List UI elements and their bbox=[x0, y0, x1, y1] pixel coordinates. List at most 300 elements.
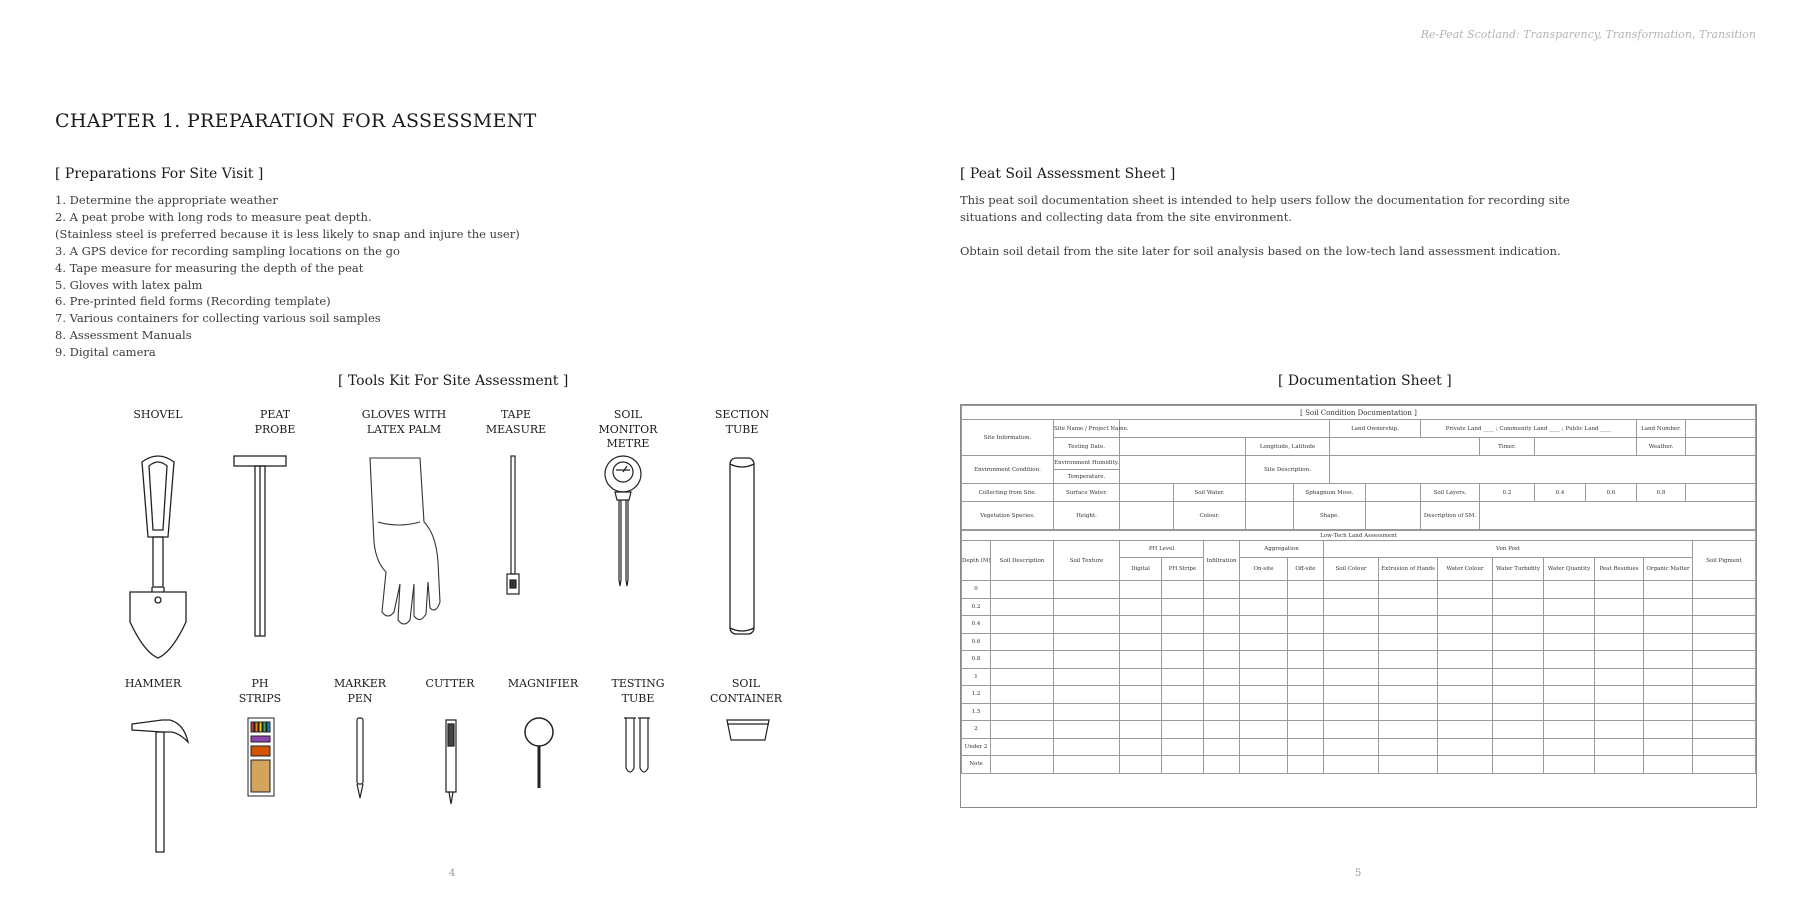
table-cell bbox=[1204, 633, 1240, 651]
testing-date-label: Testing Date. bbox=[1054, 438, 1120, 456]
land-number-cell bbox=[1686, 420, 1756, 438]
surface-water-cell bbox=[1120, 484, 1174, 502]
layer-value: 0.2 bbox=[1480, 484, 1535, 502]
tool-label-gloves: GLOVES WITH LATEX PALM bbox=[361, 408, 447, 436]
table-cell bbox=[991, 756, 1054, 774]
table-cell bbox=[1120, 668, 1162, 686]
layer-value: 0.8 bbox=[1637, 484, 1686, 502]
table-cell bbox=[1240, 616, 1288, 634]
depth-value: 0.8 bbox=[962, 651, 991, 669]
depth-value: 2 bbox=[962, 721, 991, 739]
table-cell bbox=[1240, 721, 1288, 739]
list-item: 3. A GPS device for recording sampling locations on the go bbox=[55, 243, 400, 258]
table-cell bbox=[1438, 633, 1493, 651]
table-cell bbox=[1240, 668, 1288, 686]
table-cell bbox=[1054, 616, 1120, 634]
depth-value: 0.2 bbox=[962, 598, 991, 616]
table-cell bbox=[1162, 616, 1204, 634]
running-header: Re-Peat Scotland: Transparency, Transformation, Transition bbox=[1420, 28, 1756, 41]
table-cell bbox=[1693, 633, 1756, 651]
paragraph-line: situations and collecting data from the site environment. bbox=[960, 209, 1292, 224]
col-von-post-item: Organic Matter bbox=[1644, 558, 1693, 581]
table-cell bbox=[1644, 633, 1693, 651]
sphagnum-cell bbox=[1366, 484, 1421, 502]
table-cell bbox=[991, 721, 1054, 739]
tool-label-soil-monitor: SOIL MONITOR METRE bbox=[598, 408, 658, 450]
table-cell bbox=[1595, 756, 1644, 774]
table-cell bbox=[1693, 721, 1756, 739]
table-cell bbox=[1493, 668, 1544, 686]
table-cell bbox=[1379, 616, 1438, 634]
table-cell bbox=[1493, 633, 1544, 651]
table-cell bbox=[1162, 686, 1204, 704]
table-cell bbox=[1693, 668, 1756, 686]
table-cell bbox=[1544, 651, 1595, 669]
table-row bbox=[962, 616, 1756, 634]
list-item: 2. A peat probe with long rods to measure peat depth. bbox=[55, 209, 372, 224]
table-cell bbox=[1162, 598, 1204, 616]
table-cell bbox=[1162, 756, 1204, 774]
table-cell bbox=[1438, 616, 1493, 634]
soil-water-label: Soil Water. bbox=[1174, 484, 1246, 502]
shovel-icon bbox=[122, 452, 194, 662]
shape-label: Shape. bbox=[1294, 502, 1366, 530]
table-cell bbox=[1054, 686, 1120, 704]
table-cell bbox=[1544, 598, 1595, 616]
col-von-post-item: Peat Residues bbox=[1595, 558, 1644, 581]
table-cell bbox=[1693, 651, 1756, 669]
collecting-label: Collecting from Site. bbox=[962, 484, 1054, 502]
table-cell bbox=[1240, 738, 1288, 756]
paragraph-line bbox=[960, 226, 1570, 243]
longitude-cell bbox=[1330, 438, 1480, 456]
depth-value: 0 bbox=[962, 581, 991, 599]
table-cell bbox=[1438, 703, 1493, 721]
table-cell bbox=[1054, 581, 1120, 599]
table-cell bbox=[1438, 581, 1493, 599]
preparations-title: [ Preparations For Site Visit ] bbox=[55, 166, 264, 182]
table-cell bbox=[1054, 651, 1120, 669]
tool-label-ph-strips: PH STRIPS bbox=[238, 677, 282, 705]
list-item: 6. Pre-printed field forms (Recording template) bbox=[55, 294, 331, 309]
col-soil-pigment: Soil Pigment bbox=[1693, 541, 1756, 581]
timer-cell bbox=[1535, 438, 1637, 456]
chapter-title: CHAPTER 1. PREPARATION FOR ASSESSMENT bbox=[55, 110, 537, 132]
table-row bbox=[962, 598, 1756, 616]
table-cell bbox=[1644, 738, 1693, 756]
table-cell bbox=[1120, 721, 1162, 739]
table-cell bbox=[1288, 756, 1324, 774]
surface-water-label: Surface Water. bbox=[1054, 484, 1120, 502]
table-cell bbox=[1204, 598, 1240, 616]
table-row bbox=[962, 738, 1756, 756]
table-cell bbox=[1054, 598, 1120, 616]
shape-cell bbox=[1366, 502, 1421, 530]
tool-label-cutter: CUTTER bbox=[425, 677, 475, 690]
table-cell bbox=[1324, 721, 1379, 739]
table-cell bbox=[1240, 581, 1288, 599]
table-cell bbox=[1324, 633, 1379, 651]
table-cell bbox=[1379, 598, 1438, 616]
table-cell bbox=[1644, 668, 1693, 686]
table-cell bbox=[1493, 651, 1544, 669]
marker-pen-icon bbox=[352, 716, 368, 802]
layer-value: 0.4 bbox=[1535, 484, 1586, 502]
table-cell bbox=[1379, 738, 1438, 756]
table-cell bbox=[1379, 686, 1438, 704]
table-cell bbox=[1493, 721, 1544, 739]
table-cell bbox=[1054, 668, 1120, 686]
table-cell bbox=[1544, 738, 1595, 756]
table-cell bbox=[1204, 651, 1240, 669]
table-cell bbox=[991, 581, 1054, 599]
col-von-post-item: Water Quantity bbox=[1544, 558, 1595, 581]
sphagnum-label: Sphagnum Moss. bbox=[1294, 484, 1366, 502]
table-cell bbox=[1288, 598, 1324, 616]
paragraph-line: This peat soil documentation sheet is intended to help users follow the documentation for recording site bbox=[960, 193, 1570, 207]
table-cell bbox=[1595, 686, 1644, 704]
table-cell bbox=[1162, 668, 1204, 686]
tool-label-testing-tube: TESTING TUBE bbox=[611, 677, 665, 705]
table-cell bbox=[1204, 703, 1240, 721]
table-cell bbox=[1120, 651, 1162, 669]
table-cell bbox=[1288, 721, 1324, 739]
table-cell bbox=[991, 738, 1054, 756]
glove-icon bbox=[358, 452, 448, 632]
table-cell bbox=[1544, 686, 1595, 704]
table-cell bbox=[991, 633, 1054, 651]
table-cell bbox=[1120, 616, 1162, 634]
table-cell bbox=[1120, 703, 1162, 721]
colour-label: Colour. bbox=[1174, 502, 1246, 530]
table-cell bbox=[1204, 581, 1240, 599]
table-cell bbox=[1288, 703, 1324, 721]
timer-label: Timer. bbox=[1480, 438, 1535, 456]
table-cell bbox=[1120, 581, 1162, 599]
table-cell bbox=[1595, 721, 1644, 739]
tool-label-section-tube: SECTION TUBE bbox=[714, 408, 770, 436]
table-cell bbox=[1438, 651, 1493, 669]
table-cell bbox=[1544, 756, 1595, 774]
table-cell bbox=[1324, 581, 1379, 599]
tool-label-shovel: SHOVEL bbox=[133, 408, 183, 421]
table-cell bbox=[1054, 738, 1120, 756]
table-cell bbox=[1120, 738, 1162, 756]
table-cell bbox=[1693, 581, 1756, 599]
low-tech-header: Low-Tech Land Assessment bbox=[962, 531, 1756, 541]
table-cell bbox=[1120, 598, 1162, 616]
soil-water-cell bbox=[1246, 484, 1294, 502]
table-row bbox=[962, 633, 1756, 651]
table-cell bbox=[1379, 756, 1438, 774]
land-number-label: Land Number. bbox=[1637, 420, 1686, 438]
land-ownership-label: Land Ownership. bbox=[1330, 420, 1421, 438]
layer-extra-cell bbox=[1686, 484, 1756, 502]
table-row bbox=[962, 581, 1756, 599]
peat-probe-icon bbox=[230, 452, 290, 642]
table-cell bbox=[1054, 703, 1120, 721]
table-title: [ Soil Condition Documentation ] bbox=[962, 406, 1756, 420]
table-cell bbox=[1324, 703, 1379, 721]
table-cell bbox=[1204, 721, 1240, 739]
table-cell bbox=[1493, 581, 1544, 599]
col-von-post-item: Soil Colour bbox=[1324, 558, 1379, 581]
col-soil-description: Soil Description bbox=[991, 541, 1054, 581]
table-cell bbox=[1288, 651, 1324, 669]
table-cell bbox=[1204, 756, 1240, 774]
table-cell bbox=[1288, 581, 1324, 599]
table-cell bbox=[991, 686, 1054, 704]
assessment-title: [ Peat Soil Assessment Sheet ] bbox=[960, 166, 1176, 182]
col-von-post: Von Post bbox=[1324, 541, 1693, 558]
col-von-post-item: Water Turbidity bbox=[1493, 558, 1544, 581]
tool-label-magnifier: MAGNIFIER bbox=[507, 677, 579, 690]
documentation-sheet bbox=[960, 404, 1757, 808]
depth-value: Under 2 bbox=[962, 738, 991, 756]
table-cell bbox=[1438, 686, 1493, 704]
table-cell bbox=[1288, 686, 1324, 704]
tools-title: [ Tools Kit For Site Assessment ] bbox=[338, 373, 569, 389]
table-cell bbox=[1544, 581, 1595, 599]
col-aggregation: Aggregation bbox=[1240, 541, 1324, 558]
assessment-table bbox=[961, 530, 1756, 774]
table-cell bbox=[1379, 633, 1438, 651]
paragraph-line: Obtain soil detail from the site later for soil analysis based on the low-tech land assessment indication. bbox=[960, 243, 1561, 258]
height-label: Height. bbox=[1054, 502, 1120, 530]
depth-value: 0.6 bbox=[962, 633, 991, 651]
table-cell bbox=[1324, 651, 1379, 669]
table-cell bbox=[1204, 686, 1240, 704]
table-cell bbox=[1544, 668, 1595, 686]
table-cell bbox=[991, 598, 1054, 616]
table-row bbox=[962, 686, 1756, 704]
colour-cell bbox=[1246, 502, 1294, 530]
table-row bbox=[962, 756, 1756, 774]
env-condition-label: Environment Condition. bbox=[962, 456, 1054, 484]
soil-container-icon bbox=[725, 716, 771, 744]
table-cell bbox=[1693, 738, 1756, 756]
table-cell bbox=[1438, 598, 1493, 616]
table-cell bbox=[1379, 703, 1438, 721]
col-on-site: On-site bbox=[1240, 558, 1288, 581]
depth-rows bbox=[962, 581, 1756, 774]
table-cell bbox=[1240, 633, 1288, 651]
col-digital: Digital bbox=[1120, 558, 1162, 581]
table-cell bbox=[1379, 651, 1438, 669]
site-info-label: Site Information. bbox=[962, 420, 1054, 456]
col-infiltration: Infiltration bbox=[1204, 541, 1240, 581]
table-cell bbox=[1324, 686, 1379, 704]
table-cell bbox=[1288, 668, 1324, 686]
depth-value: 1.5 bbox=[962, 703, 991, 721]
table-row bbox=[962, 651, 1756, 669]
table-cell bbox=[1240, 651, 1288, 669]
tool-label-peat-probe: PEAT PROBE bbox=[254, 408, 296, 436]
tool-label-hammer: HAMMER bbox=[124, 677, 182, 690]
layer-value: 0.6 bbox=[1586, 484, 1637, 502]
land-type-options: Private Land ____ ; Community Land ____ ; Public Land ____ bbox=[1421, 420, 1637, 438]
table-cell bbox=[1240, 686, 1288, 704]
tool-label-marker-pen: MARKER PEN bbox=[333, 677, 387, 705]
table-cell bbox=[1544, 703, 1595, 721]
table-cell bbox=[1493, 756, 1544, 774]
table-cell bbox=[1693, 598, 1756, 616]
table-cell bbox=[1240, 598, 1288, 616]
soil-layers-label: Soil Layers. bbox=[1421, 484, 1480, 502]
col-soil-texture: Soil Texture bbox=[1054, 541, 1120, 581]
table-cell bbox=[1240, 703, 1288, 721]
magnifier-icon bbox=[519, 716, 559, 790]
table-cell bbox=[1204, 668, 1240, 686]
table-cell bbox=[1324, 668, 1379, 686]
table-cell bbox=[1644, 721, 1693, 739]
table-cell bbox=[1120, 756, 1162, 774]
table-cell bbox=[1288, 616, 1324, 634]
site-description-cell bbox=[1330, 456, 1756, 484]
depth-value: 1 bbox=[962, 668, 991, 686]
list-item: 5. Gloves with latex palm bbox=[55, 277, 203, 292]
col-depth: Depth (M) bbox=[962, 541, 991, 581]
table-cell bbox=[1324, 738, 1379, 756]
table-cell bbox=[1493, 686, 1544, 704]
site-name-label: Site Name / Project Name. bbox=[1054, 420, 1120, 438]
table-cell bbox=[1204, 616, 1240, 634]
table-cell bbox=[1544, 633, 1595, 651]
table-cell bbox=[991, 651, 1054, 669]
table-cell bbox=[1288, 633, 1324, 651]
table-cell bbox=[1379, 581, 1438, 599]
table-cell bbox=[1644, 581, 1693, 599]
table-cell bbox=[991, 703, 1054, 721]
tool-label-tape-measure: TAPE MEASURE bbox=[485, 408, 547, 436]
table-cell bbox=[1324, 616, 1379, 634]
table-row bbox=[962, 721, 1756, 739]
table-row bbox=[962, 668, 1756, 686]
table-cell bbox=[1493, 616, 1544, 634]
desc-sm-label: Description of SM. bbox=[1421, 502, 1480, 530]
table-cell bbox=[1644, 598, 1693, 616]
table-cell bbox=[1162, 633, 1204, 651]
table-cell bbox=[1438, 738, 1493, 756]
height-cell bbox=[1120, 502, 1174, 530]
temperature-label: Temperature. bbox=[1054, 470, 1120, 484]
table-cell bbox=[1240, 756, 1288, 774]
table-cell bbox=[1054, 633, 1120, 651]
table-cell bbox=[1120, 633, 1162, 651]
testing-date-cell bbox=[1120, 438, 1246, 456]
cutter-icon bbox=[442, 716, 460, 806]
table-cell bbox=[1438, 756, 1493, 774]
assessment-text bbox=[960, 192, 1570, 260]
page-number-right: 5 bbox=[1355, 868, 1362, 879]
depth-value: Note bbox=[962, 756, 991, 774]
vegetation-label: Vegetation Species. bbox=[962, 502, 1054, 530]
col-von-post-item: Water Colour bbox=[1438, 558, 1493, 581]
table-cell bbox=[1595, 668, 1644, 686]
col-off-site: Off-site bbox=[1288, 558, 1324, 581]
table-cell bbox=[1438, 721, 1493, 739]
ph-strips-icon bbox=[246, 716, 276, 800]
table-cell bbox=[991, 668, 1054, 686]
table-cell bbox=[1493, 738, 1544, 756]
table-cell bbox=[1162, 703, 1204, 721]
table-cell bbox=[1595, 738, 1644, 756]
table-cell bbox=[1204, 738, 1240, 756]
weather-cell bbox=[1686, 438, 1756, 456]
table-cell bbox=[1493, 703, 1544, 721]
table-cell bbox=[1644, 686, 1693, 704]
tool-label-soil-container: SOIL CONTAINER bbox=[709, 677, 783, 705]
table-cell bbox=[1644, 703, 1693, 721]
section-tube-icon bbox=[725, 452, 759, 642]
list-item: 1. Determine the appropriate weather bbox=[55, 193, 278, 207]
table-cell bbox=[1120, 686, 1162, 704]
weather-label: Weather. bbox=[1637, 438, 1686, 456]
table-cell bbox=[1644, 651, 1693, 669]
list-item: (Stainless steel is preferred because it is less likely to snap and injure the user) bbox=[55, 226, 520, 241]
list-item: 4. Tape measure for measuring the depth of the peat bbox=[55, 260, 364, 275]
env-humidity-label: Environment Humidity. bbox=[1054, 456, 1120, 470]
hammer-icon bbox=[128, 716, 192, 856]
table-cell bbox=[1595, 703, 1644, 721]
site-name-cell bbox=[1120, 420, 1330, 438]
desc-sm-cell bbox=[1480, 502, 1756, 530]
table-cell bbox=[1438, 668, 1493, 686]
site-description-label: Site Description. bbox=[1246, 456, 1330, 484]
table-cell bbox=[1162, 651, 1204, 669]
table-cell bbox=[1644, 616, 1693, 634]
table-cell bbox=[1595, 581, 1644, 599]
table-cell bbox=[1054, 756, 1120, 774]
table-cell bbox=[1162, 581, 1204, 599]
longitude-label: Longitude, Latitude bbox=[1246, 438, 1330, 456]
env-cell bbox=[1120, 456, 1246, 484]
table-cell bbox=[1595, 633, 1644, 651]
table-cell bbox=[1595, 598, 1644, 616]
tape-measure-icon bbox=[503, 452, 523, 602]
table-cell bbox=[1644, 756, 1693, 774]
soil-monitor-icon bbox=[600, 452, 646, 592]
list-item: 7. Various containers for collecting various soil samples bbox=[55, 311, 381, 326]
preparations-list bbox=[55, 192, 520, 361]
table-cell bbox=[1544, 721, 1595, 739]
table-cell bbox=[1379, 668, 1438, 686]
depth-value: 0.4 bbox=[962, 616, 991, 634]
testing-tube-icon bbox=[622, 716, 652, 778]
col-von-post-item: Extrusion of Hands bbox=[1379, 558, 1438, 581]
list-item: 9. Digital camera bbox=[55, 345, 156, 360]
table-cell bbox=[1493, 598, 1544, 616]
table-cell bbox=[1693, 756, 1756, 774]
table-cell bbox=[1693, 616, 1756, 634]
table-cell bbox=[1054, 721, 1120, 739]
table-cell bbox=[1693, 703, 1756, 721]
table-cell bbox=[1162, 738, 1204, 756]
documentation-title: [ Documentation Sheet ] bbox=[1278, 373, 1452, 389]
table-cell bbox=[1324, 756, 1379, 774]
table-row bbox=[962, 703, 1756, 721]
list-item: 8. Assessment Manuals bbox=[55, 328, 192, 343]
page-number-left: 4 bbox=[449, 868, 456, 879]
table-cell bbox=[1288, 738, 1324, 756]
table-cell bbox=[1544, 616, 1595, 634]
table-cell bbox=[1379, 721, 1438, 739]
table-cell bbox=[1693, 686, 1756, 704]
table-cell bbox=[1324, 598, 1379, 616]
col-ph-stripe: PH Stripe bbox=[1162, 558, 1204, 581]
site-info-table bbox=[961, 405, 1756, 530]
depth-value: 1.2 bbox=[962, 686, 991, 704]
